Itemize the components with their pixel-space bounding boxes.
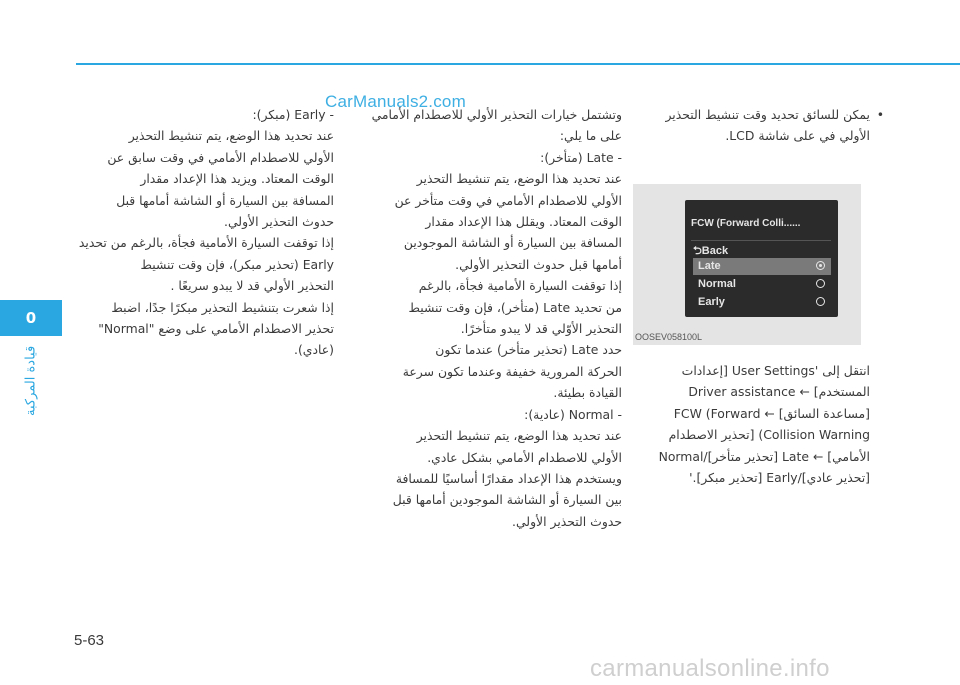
chapter-label: قيادة المركبة [23,345,39,417]
radio-selected-icon [816,261,825,270]
right-column [640,104,884,147]
text-line: وتشتمل خيارات التحذير الأولي للاصطدام الأمامي [371,107,622,122]
text-line: المستخدم] ← Driver assistance [688,384,870,400]
lcd-screen [685,200,838,317]
text-line: (عادي). [294,342,334,358]
text-line: إذا توقفت السيارة الأمامية فجأة، بالرغم [418,278,622,294]
option-label: Late [698,260,721,272]
option-label: Normal [698,278,736,290]
text-line: إذا شعرت بتنشيط التحذير مبكرًا جدًا، اضبط [111,299,334,315]
text-line: الأولي للاصطدام الأمامي في وقت سابق عن [107,149,334,165]
text-line: على ما يلي: [559,128,622,144]
top-rule [76,63,960,65]
text-line: - Early (مبكر): [252,107,334,122]
text-line: انتقل إلى 'User Settings [إعدادات [681,363,870,378]
text-line: حدد Late (تحذير متأخر) عندما تكون [435,342,622,358]
page-number: 5-63 [74,632,105,649]
bullet-icon: • [876,107,884,122]
text-line: إذا توقفت السيارة الأمامية فجأة، بالرغم من تحديد [78,235,334,251]
image-code: OOSEV058100L [635,332,703,342]
left-column [74,104,334,361]
text-line: أمامها قبل حدوث التحذير الأولي. [455,256,622,272]
text-line: Early (تحذير مبكر)، فإن وقت تنشيط [140,256,334,272]
text-line: - Normal (عادية): [524,406,622,422]
screen-title: FCW (Forward Colli...... [691,218,801,229]
text-line: [مساعدة السائق] ← FCW (Forward [673,405,870,421]
text-line: Collision Warning) [تحذير الاصطدام [668,427,870,443]
text-line: [تحذير عادي]/Early [تحذير مبكر].' [689,470,870,486]
watermark[interactable]: CarManuals2.com [325,92,466,111]
text-line: - Late (متأخر): [540,149,622,165]
option-label: Early [698,296,725,308]
chapter-tab[interactable]: 0 [0,300,62,336]
text-line: التحذير الأولي قد لا يبدو سريعًا . [170,278,334,294]
text-line: حدوث التحذير الأولي. [224,214,334,230]
option-early[interactable] [693,294,831,311]
text-line: الأمامي] ← Late [تحذير متأخر]/Normal [658,448,870,464]
radio-icon [816,279,825,288]
text-line: عند تحديد هذا الوضع، يتم تنشيط التحذير [416,171,622,187]
text-line: الأولي للاصطدام الأمامي في وقت متأخر عن [394,192,622,208]
back-button[interactable]: ⮌Back [693,245,729,257]
option-late[interactable] [693,258,831,275]
text-line: ويستخدم هذا الإعداد مقدارًا أساسيًا للمسافة [395,470,622,486]
text-line: بين السيارة أو الشاشة الموجودين أمامها قبل [392,492,622,508]
right-column-instructions [640,360,870,488]
text-line: عند تحديد هذا الوضع، يتم تنشيط التحذير [128,128,334,144]
radio-icon [816,297,825,306]
text-line: من تحديد Late (متأخر)، فإن وقت تنشيط [408,299,622,315]
text-line: القيادة بطيئة. [553,385,622,401]
screen-illustration [633,184,861,345]
text-line: تحذير الاصطدام الأمامي على وضع "Normal" [98,321,334,337]
footer-watermark[interactable]: carmanualsonline.info [590,655,830,682]
text-line: الوقت المعتاد. ويقلل هذا الإعداد مقدار [425,214,622,230]
divider [691,240,831,241]
text-line: المسافة بين السيارة أو الشاشة الموجودين [403,235,622,251]
text-line: المسافة بين السيارة أو الشاشة أمامها قبل [116,192,334,208]
text-line: التحذير الأوّلي قد لا يبدو متأخرًا. [460,321,622,337]
middle-column [352,104,622,532]
text-line: الأولي في على شاشة LCD. [725,128,870,144]
text-line: الوقت المعتاد. ويزيد هذا الإعداد مقدار [140,171,334,187]
option-normal[interactable] [693,276,831,293]
text-line: يمكن للسائق تحديد وقت تنشيط التحذير [665,107,870,122]
text-line: حدوث التحذير الأولي. [512,513,622,529]
text-line: الأولي للاصطدام الأمامي بشكل عادي. [427,449,622,465]
text-line: عند تحديد هذا الوضع، يتم تنشيط التحذير [416,428,622,444]
text-line: الحركة المرورية خفيفة وعندما تكون سرعة [402,363,622,379]
